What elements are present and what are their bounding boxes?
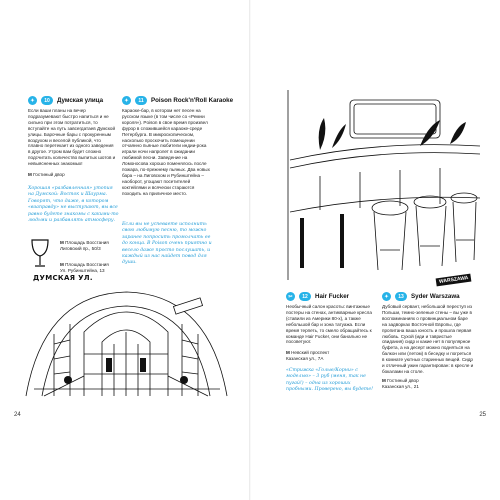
address-block-2: M Площадь Восстания Лиговский пр., 50/3	[60, 240, 109, 251]
address-block-3: M Площадь Восстания Ул. Рубинштейна, 13	[60, 262, 109, 273]
bar-category-icon: ✦	[382, 292, 391, 301]
handwritten-note: Если вы не успеваете исполнить свою любимую песню, то можно заранее попросить промолчать ее до конца. В Poison очень приятно и весело даже просто послушать, и каждый из нас найдет повод для души.	[122, 222, 212, 266]
entry-heading-poison	[122, 96, 233, 105]
scissors-category-icon: ✂	[286, 292, 295, 301]
entry-number-badge: 10	[41, 96, 53, 105]
handwritten-note: «Стрижка «Голые/Корни» с моделью» – 3 руб (меня, так не пугай!) – одна из хороших пробными. Проверено, вы будете!	[286, 368, 374, 393]
bar-category-icon: ✦	[122, 96, 131, 105]
right-page	[250, 0, 500, 500]
metro-icon: M	[60, 262, 64, 267]
entry-title: Думская улица	[57, 97, 104, 104]
bar-category-icon: ✦	[28, 96, 37, 105]
entry-number-badge: 12	[299, 292, 311, 301]
wine-glass-icon	[28, 238, 52, 268]
metro-icon: M	[382, 378, 386, 383]
metro-line: M Гостиный двор	[28, 172, 65, 177]
entry-number-badge: 11	[135, 96, 147, 105]
entry-text: Необычный салон красоты: винтажные постеры на стенах, антикварные кресла (ставили из Америки 80-х), а также небольшой бар и зона татуажа. Если время терпеть, то смело обращайтесь к командe Hair Fucker, они банально не посоветуют.	[286, 304, 372, 345]
page-number: 25	[479, 412, 486, 418]
warszawa-sign: WARSZAWA	[436, 274, 472, 287]
entry-text: Караоке-бар, в котором нет песен на русском языке (в том числе со «Ремни короля»). Poison в свое время произвел фурор в сложившейся караоке-среде Петербурга. В микроскопическом, насколько проскочить помещении отчаянно пьяные любители индии-рока играли ночи напролет в ожидании любимой песни. Заведение на Ломоносова хорошо поменялось после пожара, по-прежнему пьяных. Два новых бара – на Лиговском и Рубинштейна – наоборот, угощают посетителей коктейлями и всячески стараются походить на приличное место.	[122, 108, 210, 196]
street-caption: ДУМСКАЯ УЛ.	[33, 274, 93, 282]
entry-heading-syder	[382, 292, 460, 301]
entry-text: Дубовый сервант, небольшой переступ из Польши, темно-зеленые стены – вы уже в воспоминаниях о провинциальном баре на задворках Восточной Европы, где пропитана ваша юность и прошла первая любовь. Сухой (иди и тавристые свидания) сидр и какие нет в популярное буфета, а на десерт можно подняться на балкон или (летом) в беседку и погреться в комнате уютных старинных вещей. Сидр и отличный ужин гарантирован: в кресле и бокалами на столе.	[382, 304, 474, 374]
address-block: M Невский проспект Казанская ул., 7А	[286, 350, 330, 361]
metro-icon: M	[28, 172, 32, 177]
entry-title: Poison Rock'n'Roll Karaoke	[151, 97, 234, 104]
entry-number-badge: 13	[395, 292, 407, 301]
bar-interior-illustration	[280, 90, 480, 280]
address-block: M Гостиный двор Казанская ул., 21	[382, 378, 419, 389]
entry-title: Hair Fucker	[315, 293, 350, 300]
entry-title: Syder Warszawa	[411, 293, 460, 300]
metro-icon: M	[60, 240, 64, 245]
entry-text: Если ваши планы на вечер подразумевают быстро напиться и не сильно при этом потратиться, то вступайте на путь завсегдатаев Думской улицы. Барочные бары с прокуренным воздухом и веселой публикой, что плавно перетекает из одного заведения в другое. Утром вам будет сложно подсчитать количество выпитых шотов и невыясненных знакомых!	[28, 108, 116, 167]
handwritten-note: Хорошая «разбавленная» утопия на Думской: Восток и Шаурма. Говорят, что даже, в котором «взаправду» не выступают, вы все равно будете знакомы с какими-то людьми и разбавлять атмосферу.	[28, 186, 119, 224]
page-number: 24	[14, 412, 21, 418]
arcade-illustration	[24, 284, 229, 399]
entry-heading-hair-fucker	[286, 292, 349, 301]
entry-heading-dumskaya	[28, 96, 103, 105]
metro-icon: M	[286, 350, 290, 355]
